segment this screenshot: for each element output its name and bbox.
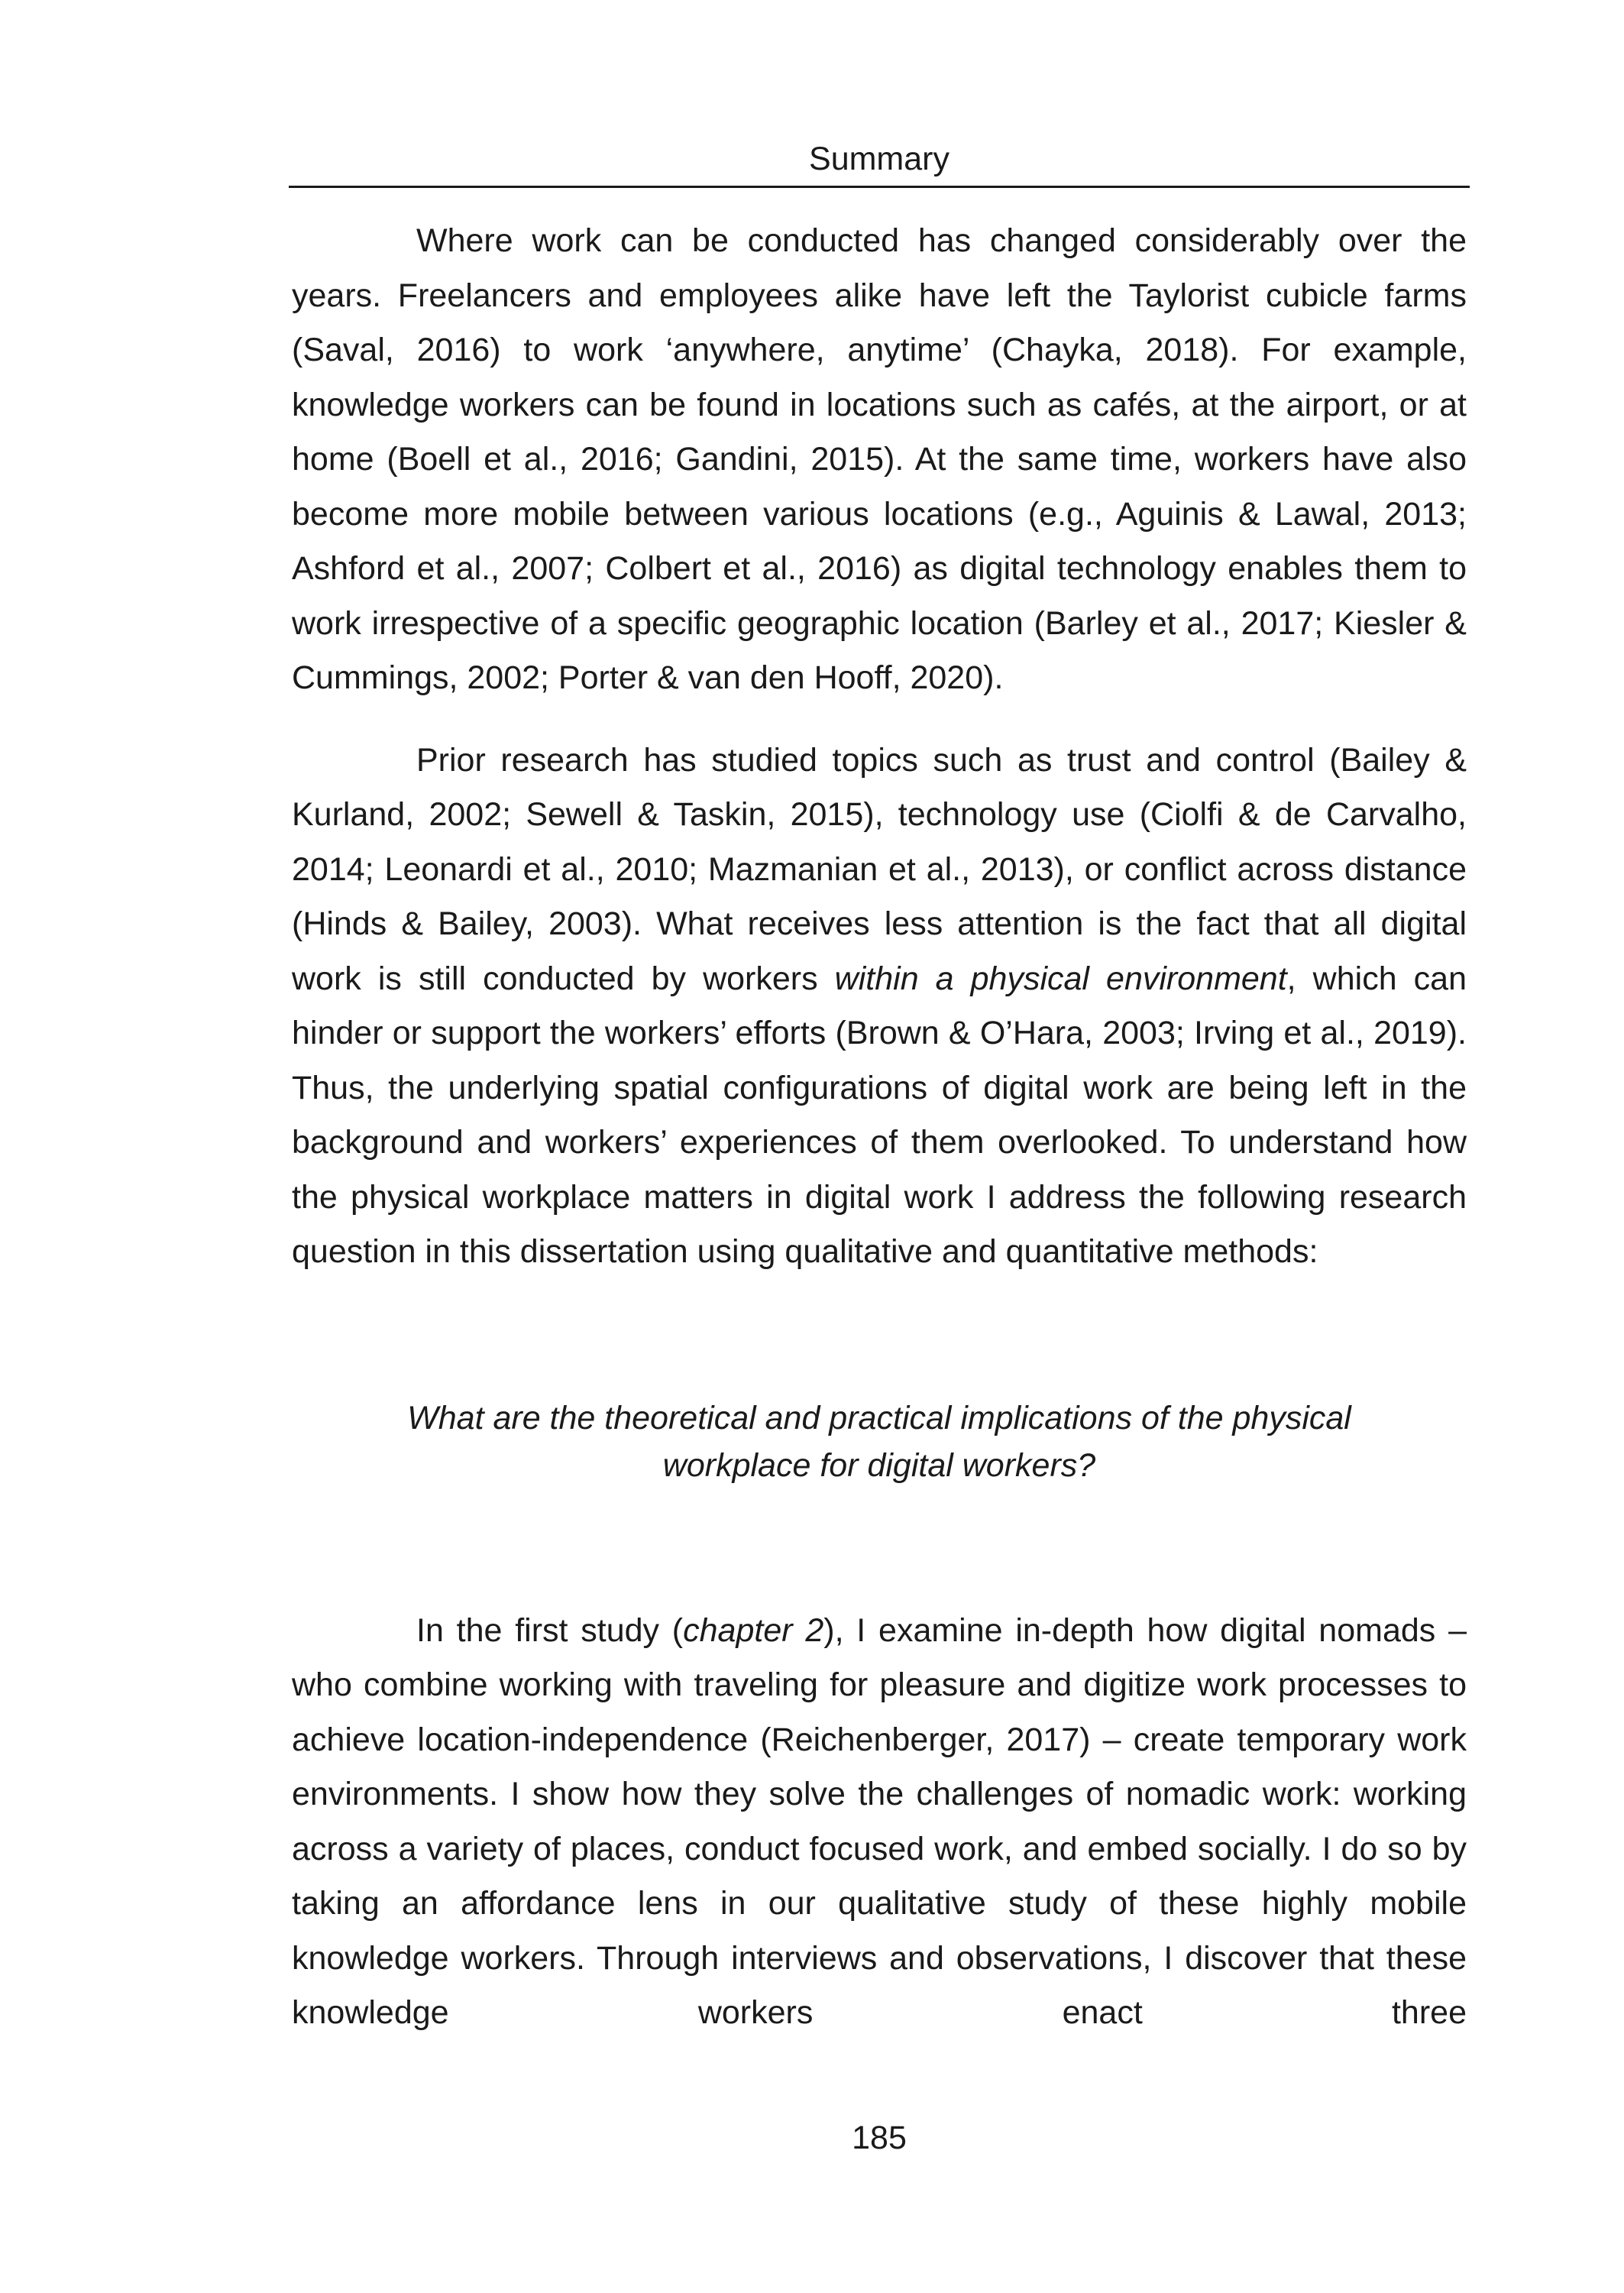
page-number: 185: [852, 2120, 907, 2156]
paragraph-1: Where work can be conducted has changed considerably over the years. Freelancers and employees alike have left the Taylorist cubicle farms (Saval, 2016) to work ‘anywhere, anytime’ (Chayka, 2018). For example, knowledge workers can be found in locations such as cafés, at the airport, or at home (Boell et al., 2016; Gandini, 2015). At the same time, workers have also become more mobile between various locations (e.g., Aguinis & Lawal, 2013; Ashford et al., 2007; Colbert et al., 2016) as digital technology enables them to work irrespective of a specific geographic location (Barley et al., 2017; Kiesler & Cummings, 2002; Porter & van den Hooff, 2020).: [292, 222, 1467, 696]
running-head: Summary: [809, 141, 949, 177]
paragraph-3-part-2: ), I examine in-depth how digital nomads – who combine working with traveling for pleasure and digitize work processes to achieve location-independence (Reichenberger, 2017) – create temporary work environments. I show how they solve the challenges of nomadic work: working across a variety of places, conduct focused work, and embed socially. I do so by taking an affordance lens in our qualitative study of these highly mobile knowledge workers. Through interviews and observations, I discover that these knowledge workers enact three: [292, 1611, 1467, 2031]
research-question-line-1: What are the theoretical and practical implications of the physical: [407, 1399, 1351, 1436]
paragraph-2-part-1: Prior research has studied topics such as trust and control (Bailey & Kurland, 2002; Sewell & Taskin, 2015), technology use (Ciolfi & de Carvalho, 2014; Leonardi et al., 2010; Mazmanian et al., 2013), or conflict across distance (Hinds & Bailey, 2003). What receives less attention is the fact that all digital work is still conducted by workers: [292, 741, 1467, 997]
header-rule: [289, 186, 1470, 188]
paragraph-2-emphasis: within a physical environment: [834, 960, 1287, 997]
research-question-line-2: workplace for digital workers?: [662, 1446, 1096, 1484]
paragraph-3-emphasis: chapter 2: [683, 1611, 824, 1649]
body-text: [292, 214, 1467, 2041]
research-question: [292, 1394, 1467, 1489]
paragraph-2: [292, 734, 1467, 1280]
paragraph-3: [292, 1604, 1467, 2041]
paragraph-3-part-1: In the first study (: [416, 1611, 684, 1649]
paragraph-2-part-2: , which can hinder or support the workers’ efforts (Brown & O’Hara, 2003; Irving et al., 2019). Thus, the underlying spatial configurations of digital work are being left in the background and workers’ experiences of them overlooked. To understand how the physical workplace matters in digital work I address the following research question in this dissertation using qualitative and quantitative methods:: [292, 960, 1467, 1270]
